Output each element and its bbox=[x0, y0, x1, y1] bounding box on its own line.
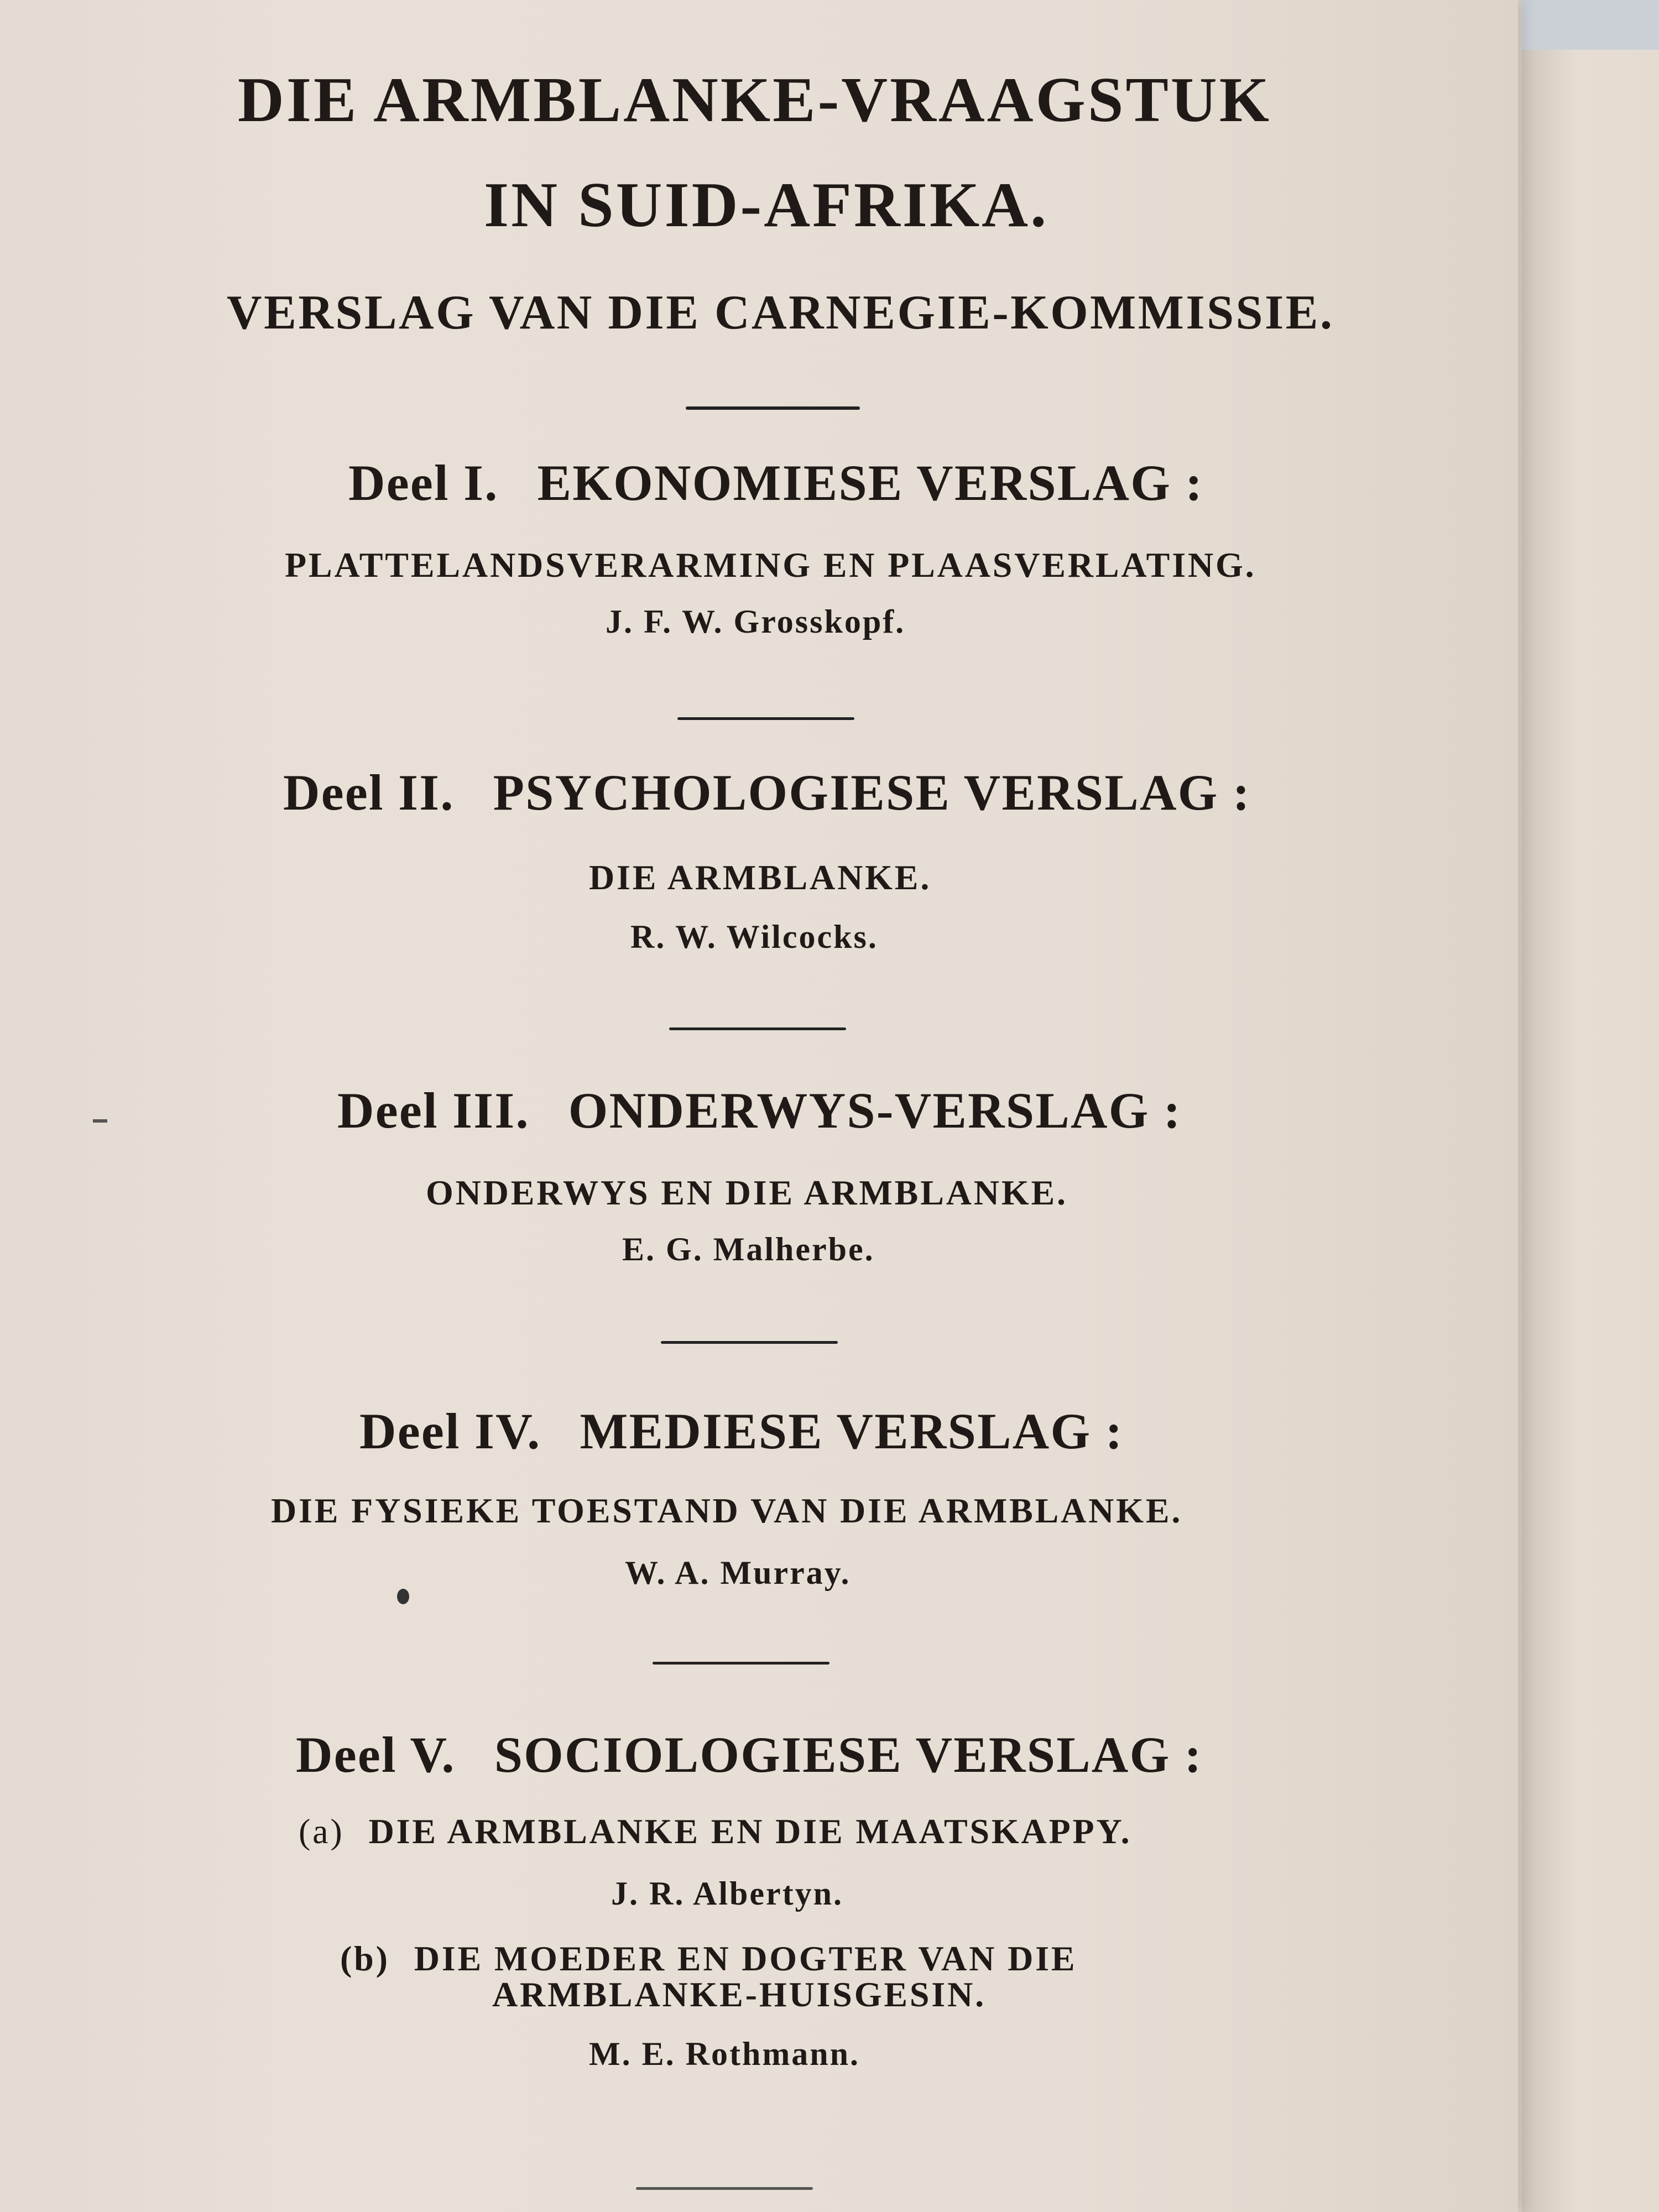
divider-3 bbox=[669, 1027, 846, 1030]
part-5-sub-b-author: M. E. Rothmann. bbox=[589, 2036, 860, 2072]
part-5-sub-a bbox=[299, 1811, 1131, 1852]
ink-speck bbox=[397, 1589, 409, 1604]
part-5-sub-b-title-line-1: DIE MOEDER EN DOGTER VAN DIE bbox=[414, 1939, 1077, 1978]
part-3-author: E. G. Malherbe. bbox=[622, 1231, 875, 1267]
part-4-author: W. A. Murray. bbox=[625, 1554, 851, 1591]
part-3-heading bbox=[337, 1081, 1182, 1140]
part-2-heading bbox=[283, 763, 1251, 822]
part-5-sub-b-line-1 bbox=[340, 1938, 1077, 1979]
part-1-heading-text: EKONOMIESE VERSLAG : bbox=[537, 455, 1204, 511]
subtitle: VERSLAG VAN DIE CARNEGIE-KOMMISSIE. bbox=[227, 286, 1334, 340]
background-corner bbox=[1522, 0, 1659, 50]
part-3-label: Deel III. bbox=[337, 1082, 530, 1139]
divider-1 bbox=[686, 406, 860, 410]
part-2-author: R. W. Wilcocks. bbox=[630, 919, 878, 955]
part-5-sub-a-title: DIE ARMBLANKE EN DIE MAATSKAPPY. bbox=[368, 1812, 1132, 1851]
part-5-heading-text: SOCIOLOGIESE VERSLAG : bbox=[494, 1726, 1203, 1783]
part-2-title: DIE ARMBLANKE. bbox=[589, 858, 932, 897]
divider-6 bbox=[636, 2187, 813, 2190]
part-1-heading bbox=[348, 453, 1203, 512]
part-3-title: ONDERWYS EN DIE ARMBLANKE. bbox=[426, 1173, 1068, 1212]
part-5-label: Deel V. bbox=[296, 1726, 456, 1783]
part-5-sub-a-marker: (a) bbox=[299, 1812, 345, 1851]
part-2-heading-text: PSYCHOLOGIESE VERSLAG : bbox=[493, 764, 1251, 821]
part-3-heading-text: ONDERWYS-VERSLAG : bbox=[568, 1082, 1182, 1139]
title-line-2: IN SUID-AFRIKA. bbox=[484, 170, 1049, 241]
part-2-label: Deel II. bbox=[283, 764, 455, 821]
part-1-title: PLATTELANDSVERARMING EN PLAASVERLATING. bbox=[285, 545, 1256, 585]
part-1-label: Deel I. bbox=[348, 455, 499, 511]
part-5-sub-b-marker: (b) bbox=[340, 1939, 390, 1978]
divider-5 bbox=[653, 1662, 830, 1665]
part-4-heading bbox=[359, 1402, 1124, 1460]
margin-mark bbox=[93, 1119, 107, 1123]
part-4-heading-text: MEDIESE VERSLAG : bbox=[580, 1403, 1124, 1459]
part-4-label: Deel IV. bbox=[359, 1403, 541, 1459]
divider-4 bbox=[661, 1341, 838, 1344]
part-1-author: J. F. W. Grosskopf. bbox=[606, 603, 906, 640]
part-5-heading bbox=[296, 1725, 1203, 1784]
part-5-sub-b-title-line-2: ARMBLANKE-HUISGESIN. bbox=[492, 1975, 986, 2014]
title-line-1: DIE ARMBLANKE-VRAAGSTUK bbox=[238, 65, 1272, 135]
adjacent-page-edge bbox=[1522, 50, 1659, 2212]
part-4-title: DIE FYSIEKE TOESTAND VAN DIE ARMBLANKE. bbox=[271, 1491, 1183, 1530]
part-5-sub-a-author: J. R. Albertyn. bbox=[611, 1875, 843, 1912]
divider-2 bbox=[677, 717, 854, 720]
